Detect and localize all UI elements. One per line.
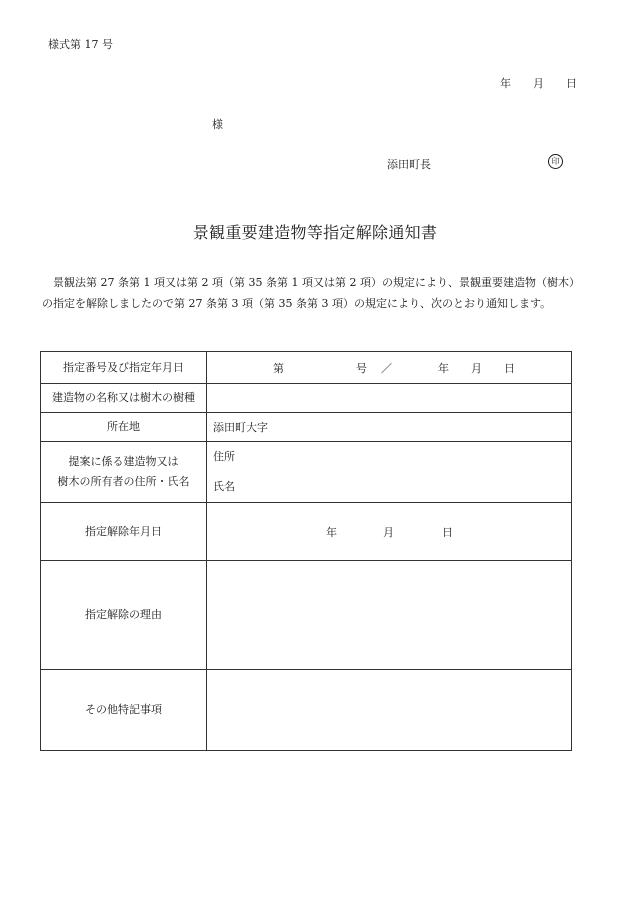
designation-day: 日 [504,361,515,375]
table-row-owner [41,442,572,503]
designation-month: 月 [471,361,482,375]
table-row-name [41,384,572,413]
table-row-reason [41,561,572,670]
reason-value[interactable] [207,561,572,670]
table-row-release-date [41,503,572,561]
seal-mark-icon: 印 [548,154,563,169]
table-row-designation [41,352,572,384]
owner-label [41,442,207,503]
date-day: 日 [566,77,577,90]
addressee-suffix: 様 [212,118,223,131]
date-month: 月 [533,77,544,90]
table-row-location [41,413,572,442]
owner-address-label: 住所 [213,450,235,463]
sender-name: 添田町長 [387,158,431,171]
release-date-value[interactable] [207,503,572,561]
designation-year: 年 [438,361,449,375]
release-year: 年 [326,525,337,539]
owner-value[interactable] [207,442,572,503]
remarks-value[interactable] [207,670,572,751]
release-date-label: 指定解除年月日 [41,503,207,561]
designation-slash: ／ [381,361,392,375]
document-title: 景観重要建造物等指定解除通知書 [192,223,438,242]
notification-table [40,351,572,751]
name-value[interactable] [207,384,572,413]
form-number: 様式第 17 号 [48,38,113,51]
notice-date [500,75,577,91]
reason-label: 指定解除の理由 [41,561,207,670]
release-month: 月 [383,525,394,539]
designation-dai: 第 [273,361,284,375]
release-day: 日 [442,525,453,539]
owner-label-line1: 提案に係る建造物又は [68,455,179,468]
designation-go: 号 [356,361,367,375]
body-paragraph: 景観法第 27 条第 1 項又は第 2 項（第 35 条第 1 項又は第 2 項）の規定により、景観重要建造物（樹木）の指定を解除しましたので第 27 条第 3 項（第 35 条第 3 項）の規定により、次のとおり通知します。 [42,276,580,310]
designation-value[interactable] [207,352,572,384]
date-year: 年 [500,77,511,90]
location-value[interactable]: 添田町大字 [207,413,572,442]
remarks-label: その他特記事項 [41,670,207,751]
name-label: 建造物の名称又は樹木の樹種 [41,384,207,413]
location-label: 所在地 [41,413,207,442]
table-row-remarks [41,670,572,751]
designation-label: 指定番号及び指定年月日 [41,352,207,384]
owner-name-label: 氏名 [213,480,235,493]
owner-label-line2: 樹木の所有者の住所・氏名 [57,475,190,488]
